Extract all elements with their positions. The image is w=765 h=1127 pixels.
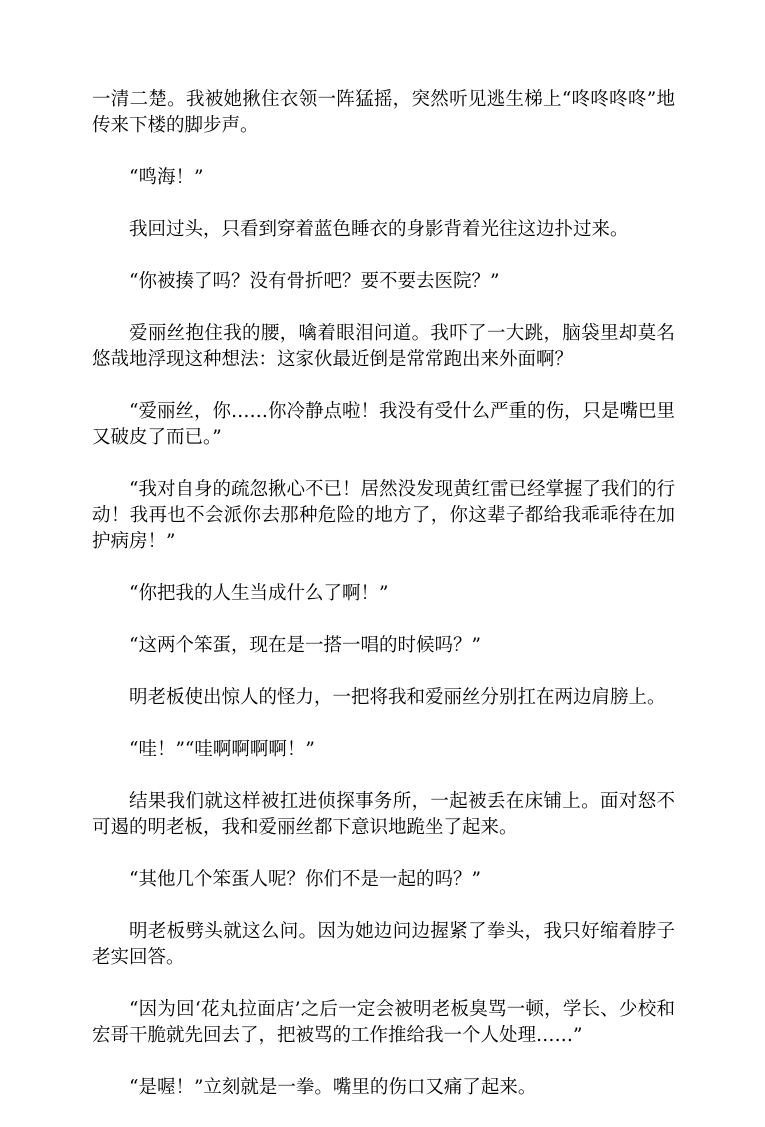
paragraph: 明老板劈头就这么问。因为她边问边握紧了拳头，我只好缩着脖子老实回答。: [92, 921, 675, 968]
paragraph: “你被揍了吗？没有骨折吧？要不要去医院？”: [129, 271, 500, 292]
paragraph: “因为回‘花丸拉面店’之后一定会被明老板臭骂一顿，学长、少校和宏哥干脆就先回去了，把被骂的工作推给我一个人处理……”: [92, 999, 675, 1046]
paragraph: 爱丽丝抱住我的腰，噙着眼泪问道。我吓了一大跳，脑袋里却莫名悠哉地浮现这种想法：这家伙最近倒是常常跑出来外面啊？: [92, 323, 675, 370]
paragraph: 明老板使出惊人的怪力，一把将我和爱丽丝分别扛在两边肩膀上。: [129, 687, 666, 708]
paragraph: “我对自身的疏忽揪心不已！居然没发现黄红雷已经掌握了我们的行动！我再也不会派你去那种危险的地方了，你这辈子都给我乖乖待在加护病房！”: [92, 479, 675, 552]
novel-text-body: [92, 87, 675, 1127]
paragraph: “你把我的人生当成什么了啊！”: [129, 583, 389, 604]
paragraph: “是喔！”立刻就是一拳。嘴里的伤口又痛了起来。: [129, 1077, 537, 1098]
paragraph: “哇！”“哇啊啊啊啊！”: [129, 739, 315, 760]
paragraph: 我回过头，只看到穿着蓝色睡衣的身影背着光往这边扑过来。: [129, 219, 629, 240]
paragraph: 结果我们就这样被扛进侦探事务所，一起被丢在床铺上。面对怒不可遏的明老板，我和爱丽丝都下意识地跪坐了起来。: [92, 791, 675, 838]
paragraph: “其他几个笨蛋人呢？你们不是一起的吗？”: [129, 869, 481, 890]
paragraph: “鸣海！”: [129, 167, 204, 188]
paragraph: “爱丽丝，你……你冷静点啦！我没有受什么严重的伤，只是嘴巴里又破皮了而已。”: [92, 401, 675, 448]
paragraph: “这两个笨蛋，现在是一搭一唱的时候吗？”: [129, 635, 481, 656]
paragraph-continued: 一清二楚。我被她揪住衣领一阵猛摇，突然听见逃生梯上“咚咚咚咚”地传来下楼的脚步声。: [92, 89, 675, 136]
